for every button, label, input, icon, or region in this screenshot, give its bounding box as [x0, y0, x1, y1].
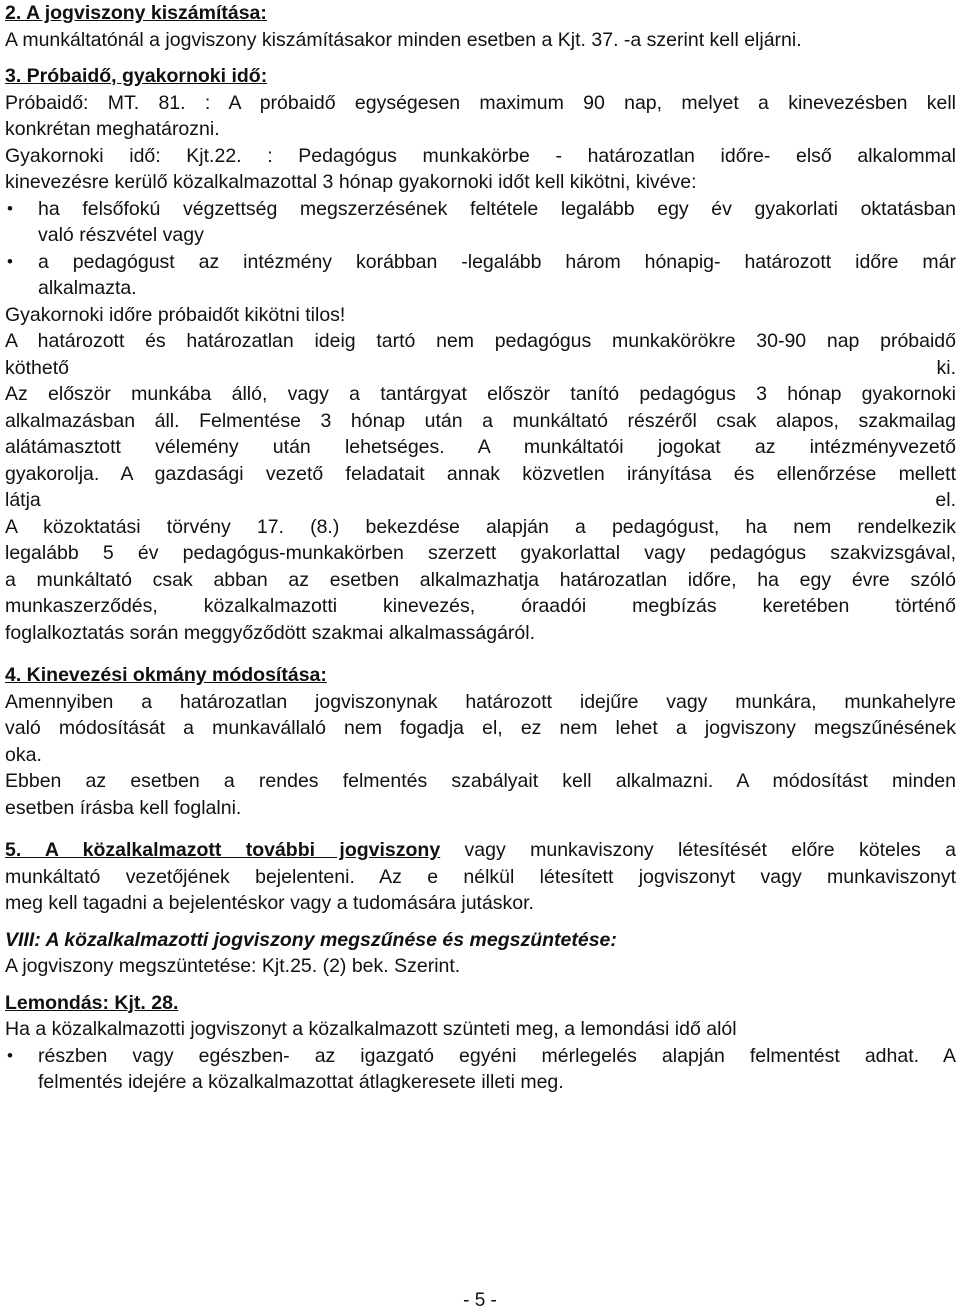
- probaido-nonpedagogical-paragraph: A határozott és határozatlan ideig tartó nem pedagógus munkakörökre 30-90 nap próbaidő köthető ki.: [5, 330, 956, 379]
- dismissal-rules-paragraph: Ebben az esetben a rendes felmentés szabályait kell alkalmazni. A módosítást minden esetben írásba kell foglalni.: [5, 770, 956, 819]
- gyakornoki-paragraph: Gyakornoki idő: Kjt.22. : Pedagógus munkakörbe - határozatlan időre- első alkalommal kinevezésre kerülő közalkalmazottal 3 hónap gyakornoki időt kell kikötni, kivéve:: [5, 144, 956, 193]
- section-8-heading: VIII: A közalkalmazotti jogviszony megszűnése és megszüntetése:: [5, 928, 617, 951]
- lemondas-heading: Lemondás: Kjt. 28.: [5, 991, 179, 1014]
- section-2-text: A munkáltatónál a jogviszony kiszámításakor minden esetben a Kjt. 37. -a szerint kell eljárni.: [5, 28, 802, 51]
- section-5-heading: 5. A közalkalmazott további jogviszony: [5, 839, 441, 861]
- page-number: - 5 -: [463, 1290, 497, 1311]
- list-item: • a pedagógust az intézmény korábban -legalább három hónapig- határozott időre már alkalmazta.: [5, 249, 956, 302]
- lemondas-text: Ha a közalkalmazotti jogviszonyt a közalkalmazott szünteti meg, a lemondási idő alól: [5, 1018, 737, 1040]
- list-item: • részben vagy egészben- az igazgató egyéni mérlegelés alapján felmentést adhat. A felmentés idejére a közalkalmazottat átlagkeresete illeti meg.: [5, 1043, 956, 1096]
- first-employment-paragraph: Az először munkába álló, vagy a tantárgyat először tanító pedagógus 3 hónap gyakornoki alkalmazásban áll. Felmentése 3 hónap után a munkáltató részéről csak alapos, szakmailag alátámasztott vélemény után lehetséges. A munkáltatói jogokat az intézményvezető gyakorolja. A gazdasági vezető feladatait annak közvetlen irányítása és ellenőrzése mellett látja el.: [5, 383, 956, 511]
- termination-text: A jogviszony megszüntetése: Kjt.25. (2) bek. Szerint.: [5, 955, 461, 977]
- section-5-paragraph: 5. A közalkalmazott további jogviszony vagy munkaviszony létesítését előre köteles a munkáltató vezetőjének bejelenteni. Az e nélkül létesített jogviszonyt vagy munkaviszonyt meg kell tagadni a bejelentéskor vagy a tudomására jutáskor.: [5, 839, 956, 914]
- section-3-heading: 3. Próbaidő, gyakornoki idő:: [5, 65, 268, 87]
- probaido-paragraph: Próbaidő: MT. 81. : A próbaidő egységesen maximum 90 nap, melyet a kinevezésben kell konkrétan meghatározni.: [5, 91, 956, 140]
- section-4-heading: 4. Kinevezési okmány módosítása:: [5, 664, 327, 686]
- education-law-paragraph: A közoktatási törvény 17. (8.) bekezdése alapján a pedagógust, ha nem rendelkezik legalább 5 év pedagógus-munkakörben szerzett gyakorlattal vagy pedagógus szakvizsgával, a munkáltató csak abban az esetben alkalmazhatja határozatlan időre, ha egy évre szóló munkaszerződés, közalkalmazotti kinevezés, óraadói megbízás keretében történő foglalkoztatás során meggyőződött szakmai alkalmasságáról.: [5, 515, 956, 644]
- list-item: • ha felsőfokú végzettség megszerzésének feltétele legalább egy év gyakorlati oktatásban való részvétel vagy: [5, 196, 956, 249]
- modification-paragraph: Amennyiben a határozatlan jogviszonynak határozott idejűre vagy munkára, munkahelyre való módosítását a munkavállaló nem fogadja el, ez nem lehet a jogviszony megszűnésének oka.: [5, 690, 956, 766]
- section-2-heading: 2. A jogviszony kiszámítása:: [5, 2, 267, 24]
- prohibition-note: Gyakornoki időre próbaidőt kikötni tilos!: [5, 303, 346, 326]
